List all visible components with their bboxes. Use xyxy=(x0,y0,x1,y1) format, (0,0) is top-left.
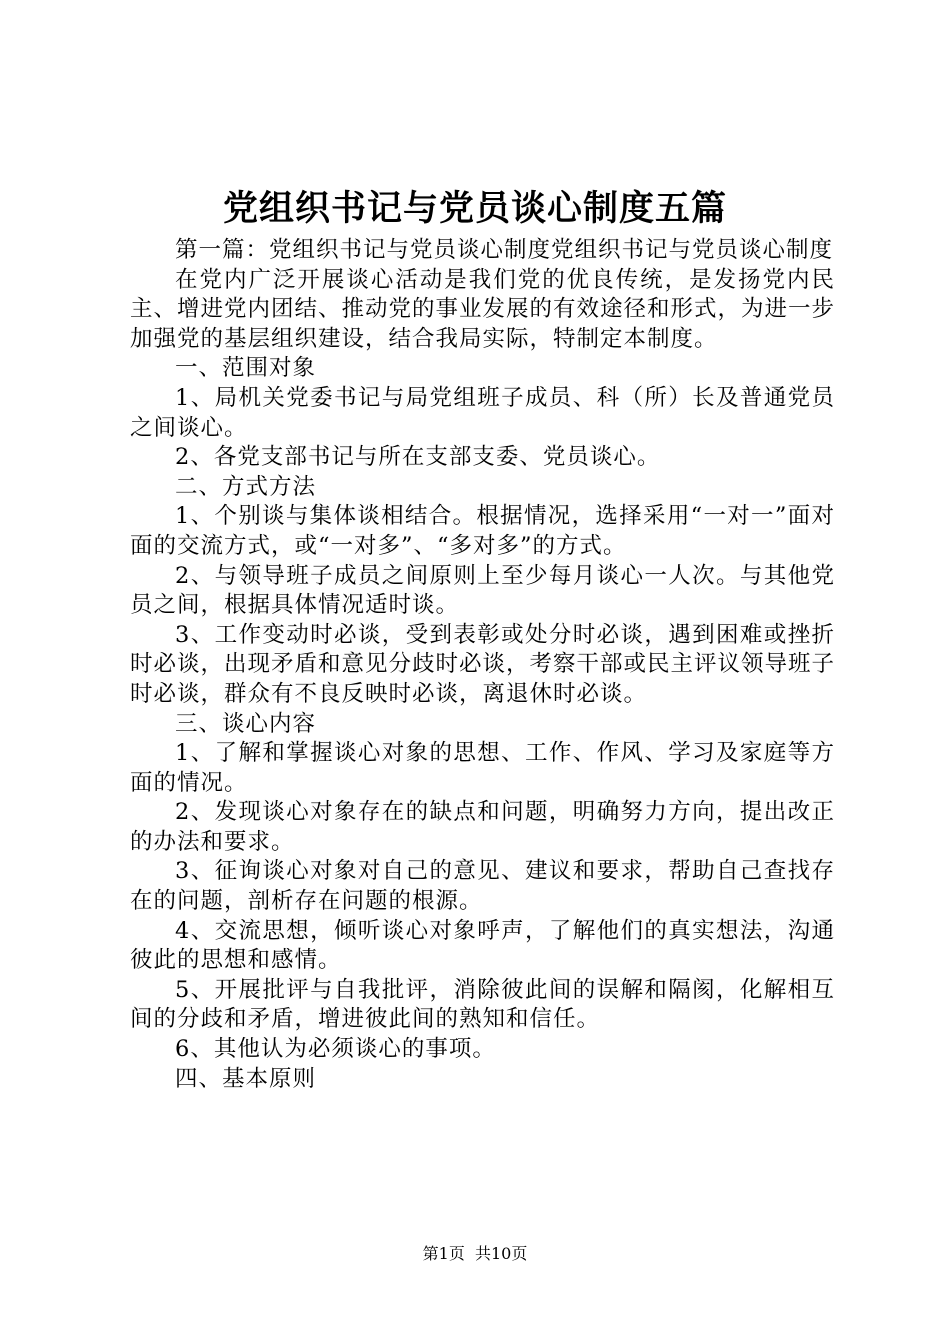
paragraph-content-5: 5、开展批评与自我批评，消除彼此间的误解和隔阂，化解相互间的分歧和矛盾，增进彼此间的熟知和信任。 xyxy=(130,976,835,1033)
heading-scope: 一、范围对象 xyxy=(175,355,317,382)
heading-content: 三、谈心内容 xyxy=(175,710,317,737)
document-title: 党组织书记与党员谈心制度五篇 xyxy=(222,188,727,229)
paragraph-section-heading: 第一篇：党组织书记与党员谈心制度党组织书记与党员谈心制度 xyxy=(175,237,834,263)
paragraph-scope-2: 2、各党支部书记与所在支部支委、党员谈心。 xyxy=(175,444,661,471)
paragraph-methods-3: 3、工作变动时必谈，受到表彰或处分时必谈，遇到困难或挫折时必谈，出现矛盾和意见分歧时必谈，考察干部或民主评议领导班子时必谈，群众有不良反映时必谈，离退休时必谈。 xyxy=(130,621,836,707)
paragraph-content-2: 2、发现谈心对象存在的缺点和问题，明确努力方向，提出改正的办法和要求。 xyxy=(130,799,835,855)
paragraph-content-4: 4、交流思想，倾听谈心对象呼声，了解他们的真实想法，沟通彼此的思想和感情。 xyxy=(130,917,835,974)
heading-principles: 四、基本原则 xyxy=(175,1065,317,1092)
paragraph-content-1: 1、了解和掌握谈心对象的思想、工作、作风、学习及家庭等方面的情况。 xyxy=(130,740,835,796)
document-body xyxy=(130,236,835,1094)
page-footer: 第1页 共10页 xyxy=(422,1244,528,1263)
heading-methods: 二、方式方法 xyxy=(175,473,317,500)
paragraph-content-3: 3、征询谈心对象对自己的意见、建议和要求，帮助自己查找存在的问题，剖析存在问题的根源。 xyxy=(130,858,835,915)
paragraph-content-6: 6、其他认为必须谈心的事项。 xyxy=(175,1036,496,1063)
paragraph-scope-1: 1、局机关党委书记与局党组班子成员、科（所）长及普通党员之间谈心。 xyxy=(130,384,835,441)
paragraph-methods-1: 1、个别谈与集体谈相结合。根据情况，选择采用“一对一”面对面的交流方式，或“一对多”、“多对多”的方式。 xyxy=(130,503,835,559)
paragraph-methods-2: 2、与领导班子成员之间原则上至少每月谈心一人次。与其他党员之间，根据具体情况适时谈。 xyxy=(130,562,835,619)
paragraph-intro: 在党内广泛开展谈心活动是我们党的优良传统，是发扬党内民主、增进党内团结、推动党的事业发展的有效途径和形式，为进一步加强党的基层组织建设，结合我局实际，特制定本制度。 xyxy=(130,266,836,352)
